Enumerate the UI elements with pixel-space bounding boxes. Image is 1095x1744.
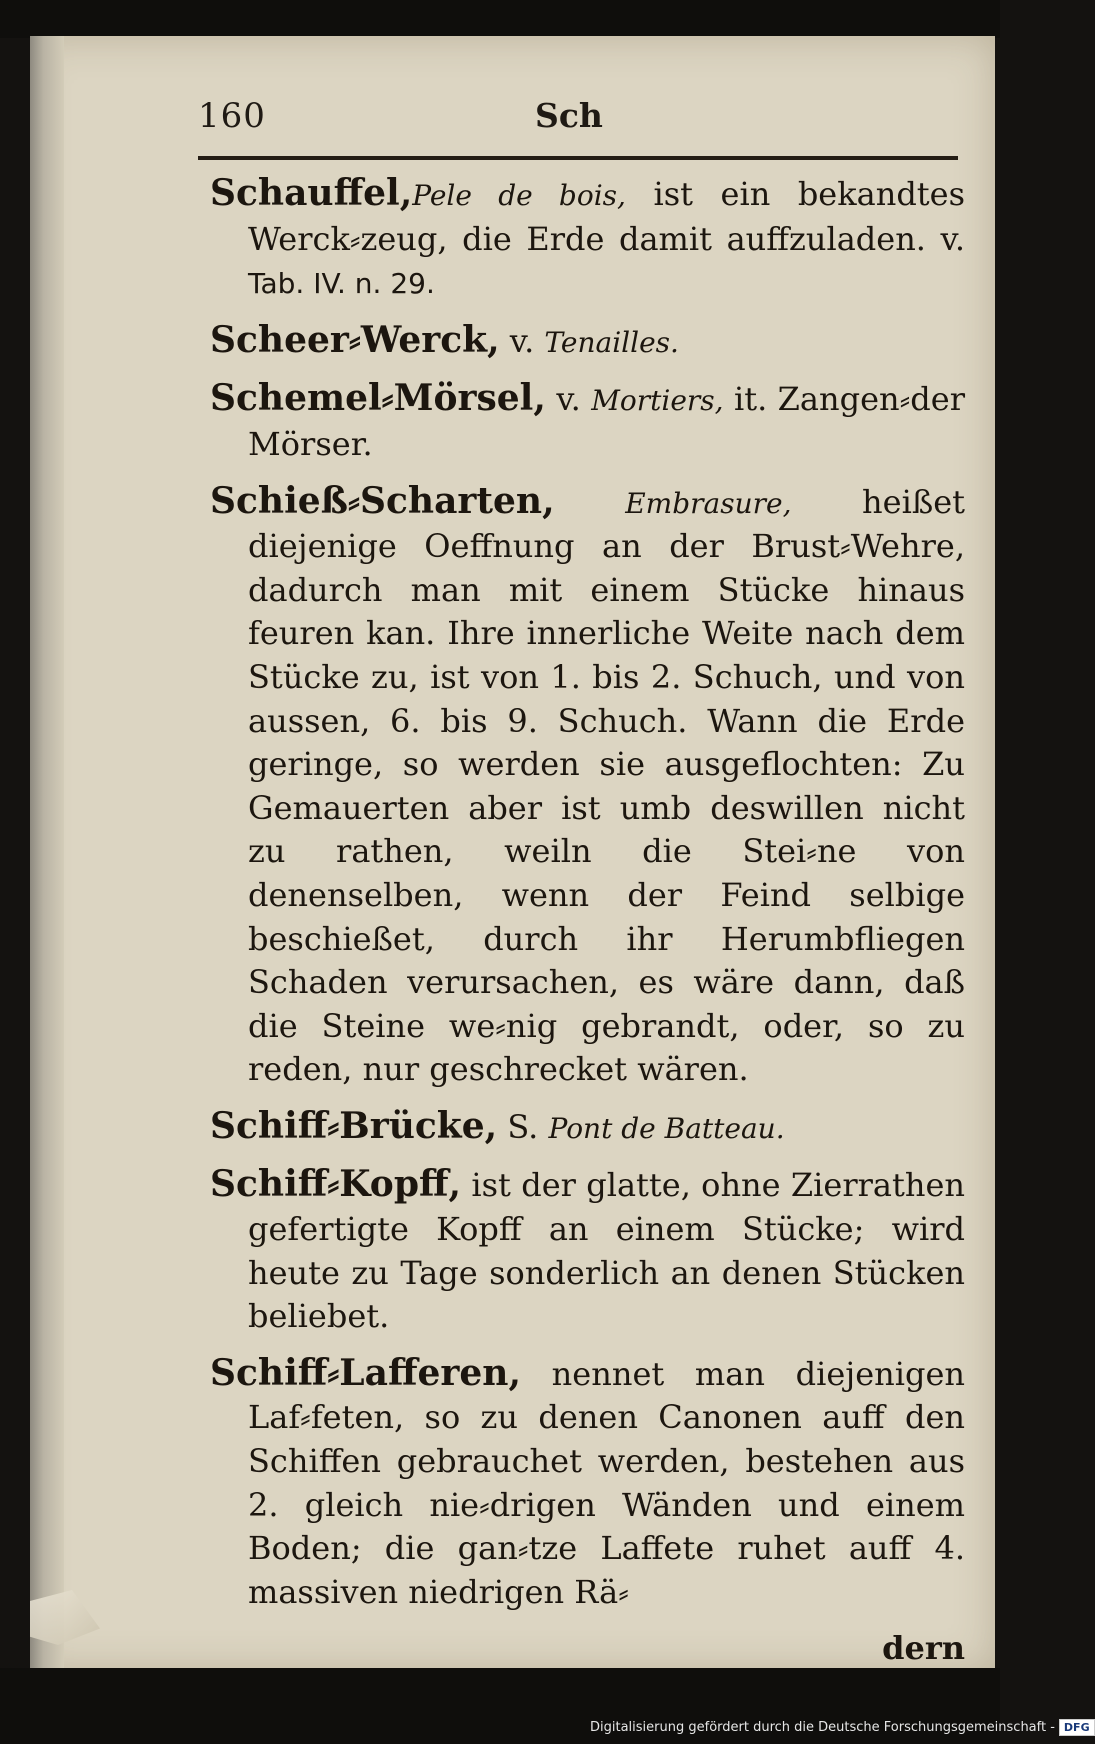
headword: Schiff⸗Brücke, — [210, 1104, 498, 1147]
page-number: 160 — [198, 96, 266, 136]
headword: Scheer⸗Werck, — [210, 318, 500, 361]
entry-text: nennet man diejenigen Laf⸗feten, so zu denen Canonen auff den Schiffen gebrauchet werden, bestehen aus 2. gleich nie⸗drigen Wänden und einem Boden; die gan⸗tze Laffete ruhet auff 4. massiven niedrigen Rä⸗ — [248, 1354, 966, 1611]
headword: Schiff⸗Kopff, — [210, 1163, 462, 1206]
entry-schiess-scharten — [210, 480, 965, 1092]
entry-text-tail: it. Zangen⸗der Mörser. — [248, 380, 966, 463]
entry-text: heißet diejenige Oeffnung an der Brust⸗Wehre, dadurch man mit einem Stücke hinaus feuren kan. Ihre innerliche Weite nach dem Stücke zu, ist von 1. bis 2. Schuch, und von aussen, 6. bis 9. Schuch. Wann die Erde geringe, so werden sie ausgeflochten: Zu Gemauerten aber ist umb deswillen nicht zu rathen, weiln die Stei⸗ne von denenselben, wenn der Feind selbige beschießet, durch ihr Herumbfliegen Schaden verursachen, es wäre dann, daß die Steine we⸗nig gebrandt, oder, so zu reden, nur geschrecket wären. — [248, 482, 965, 1089]
headword: Schemel⸗Mörsel, — [210, 377, 546, 420]
french-term: Pele de bois, — [412, 179, 626, 212]
entry-schiff-kopff — [210, 1163, 965, 1338]
entry-text: ist der glatte, ohne Zierrathen gefertigte Kopff an einem Stücke; wird heute zu Tage sonderlich an denen Stücken beliebet. — [248, 1166, 966, 1336]
entry-schemel-moersel — [210, 377, 965, 466]
entry-schauffel — [210, 172, 965, 306]
entry-text: v. — [556, 380, 581, 419]
digitization-credit — [590, 1719, 1095, 1736]
credit-text: Digitalisierung gefördert durch die Deutsche Forschungsgemeinschaft - — [590, 1720, 1055, 1735]
headword: Schauffel, — [210, 172, 413, 214]
headword: Schieß⸗Scharten, — [210, 479, 555, 522]
entry-text: ist ein bekandtes Werck⸗zeug, die Erde damit auffzuladen. v. — [248, 175, 966, 258]
header-rule — [198, 156, 958, 160]
dfg-logo-icon: DFG — [1059, 1719, 1095, 1736]
dictionary-entries — [210, 172, 965, 1671]
page-gutter — [30, 36, 64, 1672]
entry-schiff-lafferen — [210, 1352, 965, 1615]
scan-top-border — [0, 0, 1000, 38]
entry-text: S. — [507, 1107, 539, 1146]
cross-reference: Pont de Batteau. — [548, 1111, 785, 1145]
table-reference: Tab. IV. n. 29. — [248, 267, 435, 301]
entry-text: v. — [509, 321, 535, 360]
french-term: Mortiers, — [591, 384, 724, 418]
french-term: Embrasure, — [625, 486, 792, 520]
headword: Schiff⸗Lafferen, — [210, 1351, 521, 1394]
running-head: Sch — [535, 96, 603, 135]
entry-scheer-werck — [210, 319, 965, 365]
catchword: dern — [882, 1629, 965, 1668]
entry-schiff-bruecke — [210, 1105, 965, 1151]
french-term: Tenailles. — [544, 325, 679, 359]
